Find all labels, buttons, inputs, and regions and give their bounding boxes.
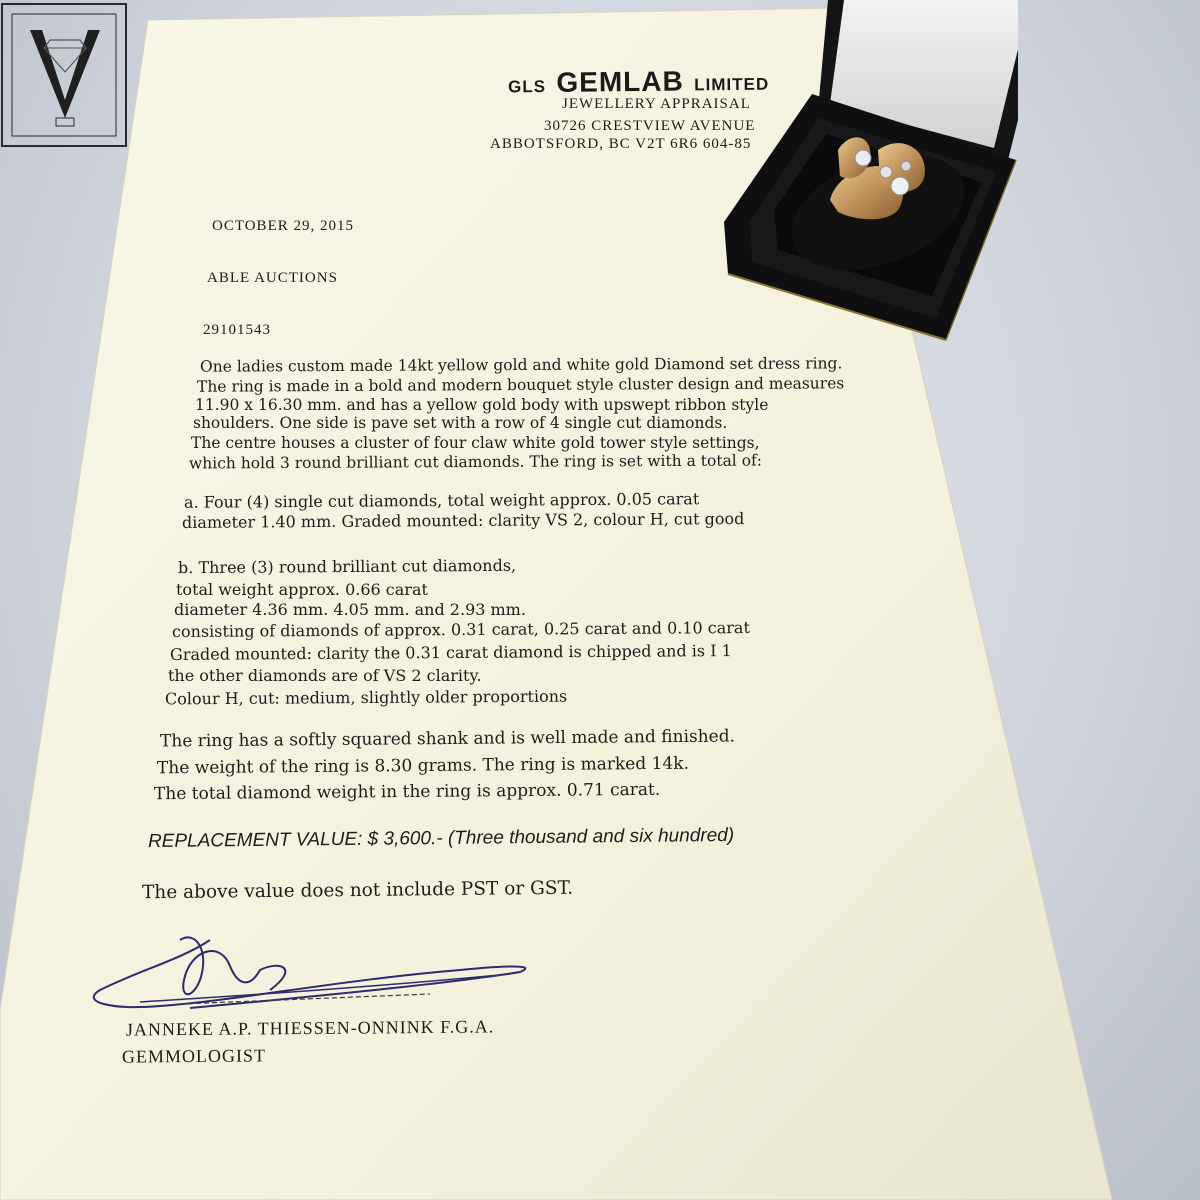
item-a-line: a. Four (4) single cut diamonds, total weight approx. 0.05 carat	[183, 489, 700, 512]
company-address-line1: 30726 CRESTVIEW AVENUE	[544, 118, 756, 134]
item-b-line: the other diamonds are of VS 2 clarity.	[168, 666, 482, 685]
client-name: ABLE AUCTIONS	[207, 270, 338, 286]
replacement-value: REPLACEMENT VALUE: $ 3,600.- (Three thousand and six hundred)	[147, 824, 735, 853]
signatory-title: GEMMOLOGIST	[121, 1045, 267, 1067]
item-b-line: Graded mounted: clarity the 0.31 carat diamond is chipped and is I 1	[169, 641, 732, 664]
item-b-line: consisting of diamonds of approx. 0.31 carat, 0.25 carat and 0.10 carat	[171, 617, 750, 642]
item-b-line: total weight approx. 0.66 carat	[176, 580, 428, 599]
item-b-line: b. Three (3) round brilliant cut diamonds,	[177, 555, 517, 578]
item-a-line: diameter 1.40 mm. Graded mounted: clarity VS 2, colour H, cut good	[181, 509, 745, 532]
item-b-line: diameter 4.36 mm. 4.05 mm. and 2.93 mm.	[174, 600, 526, 619]
company-suffix: LIMITED	[694, 74, 770, 95]
description-line: The ring is made in a bold and modern bouquet style cluster design and measures	[196, 374, 845, 396]
tax-note: The above value does not include PST or GST.	[141, 877, 574, 904]
item-b-line: Colour H, cut: medium, slightly older proportions	[164, 686, 568, 709]
summary-line: The weight of the ring is 8.30 grams. The ring is marked 14k.	[156, 753, 690, 779]
handwritten-signature-icon	[80, 920, 550, 1030]
company-prefix: GLS	[507, 76, 547, 97]
gemlab-logo-icon	[0, 0, 130, 150]
company-name: GEMLAB	[556, 65, 684, 98]
reference-number: 29101543	[203, 322, 271, 338]
description-line: The centre houses a cluster of four claw white gold tower style settings,	[191, 434, 760, 452]
summary-line: The total diamond weight in the ring is approx. 0.71 carat.	[153, 779, 661, 805]
description-line: shoulders. One side is pave set with a row of 4 single cut diamonds.	[193, 414, 728, 432]
description-line: which hold 3 round brilliant cut diamonds. The ring is set with a total of:	[188, 451, 763, 473]
ring-box-image	[718, 0, 1018, 362]
signatory-name: JANNEKE A.P. THIESSEN-ONNINK F.G.A.	[125, 1016, 495, 1040]
company-address-line2: ABBOTSFORD, BC V2T 6R6 604-85	[490, 136, 752, 152]
document-date: OCTOBER 29, 2015	[212, 218, 354, 234]
company-subtitle: JEWELLERY APPRAISAL	[562, 96, 751, 112]
description-line: One ladies custom made 14kt yellow gold and white gold Diamond set dress ring.	[199, 354, 843, 376]
summary-line: The ring has a softly squared shank and is well made and finished.	[159, 726, 736, 752]
description-line: 11.90 x 16.30 mm. and has a yellow gold body with upswept ribbon style	[195, 396, 769, 414]
